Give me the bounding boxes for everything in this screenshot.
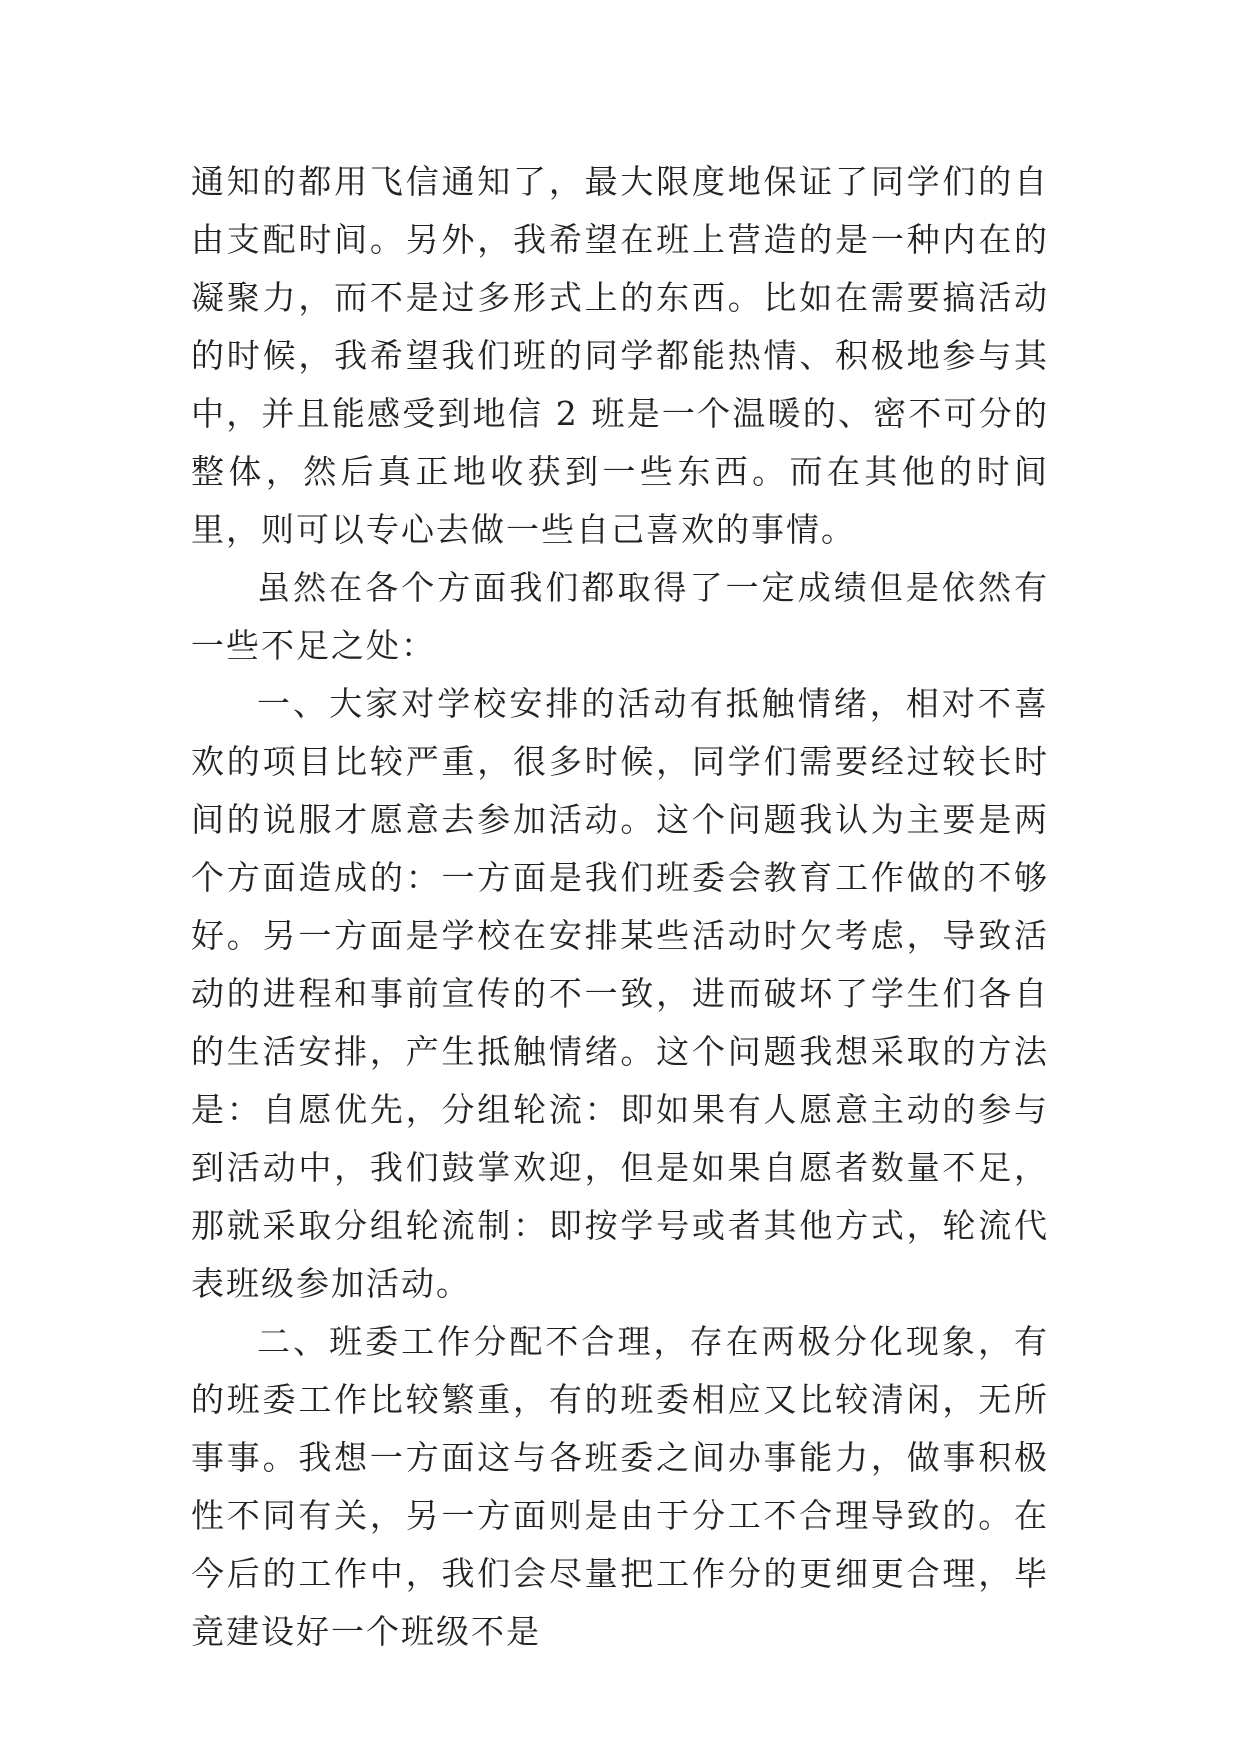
paragraph-3: 一、大家对学校安排的活动有抵触情绪，相对不喜欢的项目比较严重，很多时候，同学们需要经过较长时间的说服才愿意去参加活动。这个问题我认为主要是两个方面造成的：一方面是我们班委会教育工作做的不够好。另一方面是学校在安排某些活动时欠考虑，导致活动的进程和事前宣传的不一致，进而破坏了学生们各自的生活安排，产生抵触情绪。这个问题我想采取的方法是：自愿优先，分组轮流：即如果有人愿意主动的参与到活动中，我们鼓掌欢迎，但是如果自愿者数量不足，那就采取分组轮流制：即按学号或者其他方式，轮流代表班级参加活动。 — [191, 684, 1049, 1303]
document-body — [191, 153, 1049, 1661]
paragraph-4: 二、班委工作分配不合理，存在两极分化现象，有的班委工作比较繁重，有的班委相应又比较清闲，无所事事。我想一方面这与各班委之间办事能力，做事积极性不同有关，另一方面则是由于分工不合理导致的。在今后的工作中，我们会尽量把工作分的更细更合理，毕竟建设好一个班级不是 — [191, 1322, 1049, 1651]
paragraph-2: 虽然在各个方面我们都取得了一定成绩但是依然有一些不足之处： — [191, 568, 1049, 665]
paragraph-1: 通知的都用飞信通知了，最大限度地保证了同学们的自由支配时间。另外，我希望在班上营造的是一种内在的凝聚力，而不是过多形式上的东西。比如在需要搞活动的时候，我希望我们班的同学都能热情、积极地参与其中，并且能感受到地信 2 班是一个温暖的、密不可分的整体，然后真正地收获到一些东西。而在其他的时间里，则可以专心去做一些自己喜欢的事情。 — [191, 162, 1049, 549]
